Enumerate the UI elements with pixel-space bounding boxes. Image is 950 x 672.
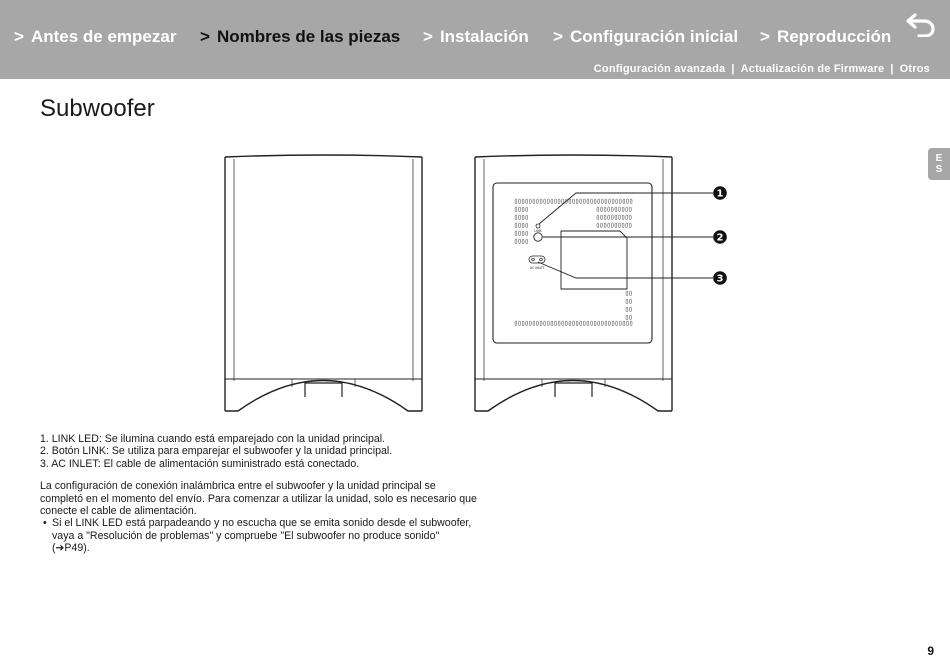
vent-slot	[519, 215, 521, 220]
vent-slot	[608, 207, 610, 212]
vent-slot	[515, 207, 517, 212]
vent-slot	[623, 321, 625, 326]
vent-slot	[537, 199, 539, 204]
vent-slot	[619, 199, 621, 204]
vent-slot	[562, 199, 564, 204]
vent-slot	[626, 223, 628, 228]
vent-slot	[622, 207, 624, 212]
vent-slot	[519, 239, 521, 244]
vent-slot	[619, 207, 621, 212]
vent-slot	[558, 199, 560, 204]
troubleshooting-bullet	[40, 517, 480, 554]
vent-slot	[627, 199, 629, 204]
body-text	[40, 433, 480, 555]
vent-slot	[626, 307, 628, 312]
page-reference-link[interactable]: P49	[64, 542, 84, 555]
vent-slot	[629, 215, 631, 220]
vent-slot	[522, 199, 524, 204]
ref-close: ).	[83, 542, 90, 555]
vent-slot	[526, 231, 528, 236]
vent-slot	[605, 321, 607, 326]
vent-slot	[608, 223, 610, 228]
vent-slot	[544, 321, 546, 326]
vent-slot	[622, 215, 624, 220]
vent-slot	[526, 321, 528, 326]
vent-slot	[601, 321, 603, 326]
nav-label: Nombres de las piezas	[216, 27, 401, 46]
vent-slot	[630, 307, 632, 312]
bullet-text: Si el LINK LED está parpadeando y no escucha que se emita sonido desde el subwoofer, vaya a "Resolución de problemas" y compruebe "El subwoofer no produce sonido"	[52, 517, 472, 542]
vent-slot	[522, 207, 524, 212]
vent-slot	[583, 199, 585, 204]
vent-slot	[615, 215, 617, 220]
vent-slot	[573, 199, 575, 204]
bullet-mark: •	[43, 517, 47, 530]
link-panel-label: LINK	[534, 229, 542, 233]
vent-slot	[611, 223, 613, 228]
vent-slot	[573, 321, 575, 326]
vent-slot	[529, 199, 531, 204]
vent-slot	[601, 223, 603, 228]
vent-slot	[598, 199, 600, 204]
vent-slot	[630, 321, 632, 326]
vent-slot	[615, 223, 617, 228]
vent-slot	[551, 199, 553, 204]
back-arrow-icon[interactable]	[906, 11, 936, 37]
nav-arrow: >	[553, 27, 563, 46]
vent-slot	[547, 199, 549, 204]
vent-slot	[587, 199, 589, 204]
vent-slot	[626, 207, 628, 212]
vent-slot	[619, 215, 621, 220]
vent-slot	[522, 321, 524, 326]
vent-slot	[576, 199, 578, 204]
vent-slot	[519, 223, 521, 228]
vent-slot	[583, 321, 585, 326]
vent-slot	[630, 199, 632, 204]
vent-slot	[597, 207, 599, 212]
page-title: Subwoofer	[40, 95, 155, 122]
vent-slot	[565, 321, 567, 326]
vent-slot	[547, 321, 549, 326]
vent-slot	[537, 321, 539, 326]
vent-slot	[515, 321, 517, 326]
vent-slot	[609, 321, 611, 326]
page-number: 9	[927, 644, 934, 658]
callout-leaders	[538, 193, 713, 278]
vent-slot	[626, 315, 628, 320]
subnav-separator: |	[731, 63, 735, 75]
nav-arrow: >	[423, 27, 433, 46]
vent-slot	[533, 321, 535, 326]
vent-slot	[515, 215, 517, 220]
vent-slot	[515, 239, 517, 244]
vent-slot	[626, 291, 628, 296]
vent-slot	[519, 207, 521, 212]
vent-slot	[540, 321, 542, 326]
vent-slot	[597, 223, 599, 228]
vent-slot	[629, 223, 631, 228]
vent-slot	[604, 215, 606, 220]
connection-paragraph: La configuración de conexión inalámbrica entre el subwoofer y la unidad principal se completó en el momento del envío. Para comenzar a utilizar la unidad, solo es necesario que conecte el cable de alimentación.	[40, 480, 477, 518]
vent-slot	[526, 199, 528, 204]
vent-slot	[594, 199, 596, 204]
vent-slot	[580, 199, 582, 204]
vent-slot	[576, 321, 578, 326]
parts-list-item: 2. Botón LINK: Se utiliza para emparejar el subwoofer y la unidad principal.	[40, 445, 393, 458]
vent-slot	[611, 215, 613, 220]
vent-slot	[623, 199, 625, 204]
vent-slot	[519, 199, 521, 204]
vent-slot	[630, 291, 632, 296]
vent-slot	[515, 223, 517, 228]
vent-slot	[605, 199, 607, 204]
vent-slot	[619, 223, 621, 228]
nav-label: Antes de empezar	[30, 27, 177, 46]
subnav-separator: |	[890, 63, 894, 75]
vent-slot	[591, 199, 593, 204]
language-letter: S	[935, 164, 943, 175]
vent-slot	[526, 207, 528, 212]
vent-slot	[569, 321, 571, 326]
vent-slot	[622, 223, 624, 228]
vent-slot	[604, 207, 606, 212]
header-bar	[0, 0, 950, 79]
vent-slot	[612, 199, 614, 204]
nav-arrow: >	[14, 27, 24, 46]
vent-slot	[626, 215, 628, 220]
vent-slot	[533, 199, 535, 204]
vent-slot	[598, 321, 600, 326]
vent-slot	[555, 321, 557, 326]
vent-slot	[526, 239, 528, 244]
vent-slot	[594, 321, 596, 326]
vent-slot	[615, 207, 617, 212]
vent-slot	[580, 321, 582, 326]
ac-inlet-panel-label: AC INLET	[529, 266, 545, 270]
vent-slot	[522, 223, 524, 228]
nav-arrow: >	[200, 27, 210, 46]
vent-slot	[601, 199, 603, 204]
language-letter: E	[935, 153, 943, 164]
vent-slot	[601, 207, 603, 212]
ref-open: (	[52, 542, 56, 555]
parts-list-item: 3. AC INLET: El cable de alimentación suministrado está conectado.	[40, 457, 360, 470]
vent-slot	[591, 321, 593, 326]
vent-slot	[611, 207, 613, 212]
vent-slot	[604, 223, 606, 228]
vent-slot	[544, 199, 546, 204]
callout-number: 2	[716, 232, 724, 244]
vent-slot	[587, 321, 589, 326]
vent-slot	[522, 215, 524, 220]
parts-list-item: 1. LINK LED: Se ilumina cuando está emparejado con la unidad principal.	[40, 433, 386, 445]
nav-arrow: >	[760, 27, 770, 46]
rear-panel-vents	[515, 199, 632, 326]
vent-slot	[551, 321, 553, 326]
subnav-actualizacion-firmware[interactable]: Actualización de Firmware	[740, 63, 885, 75]
callout-1	[713, 186, 727, 200]
vent-slot	[522, 239, 524, 244]
vent-slot	[627, 321, 629, 326]
callout-number: 3	[716, 273, 724, 285]
vent-slot	[616, 199, 618, 204]
vent-slot	[609, 199, 611, 204]
nav-antes-de-empezar[interactable]	[14, 27, 176, 47]
nav-label: Configuración inicial	[569, 27, 739, 46]
vent-slot	[629, 207, 631, 212]
vent-slot	[619, 321, 621, 326]
nav-label: Instalación	[439, 27, 529, 46]
vent-slot	[529, 321, 531, 326]
vent-slot	[630, 315, 632, 320]
vent-slot	[515, 199, 517, 204]
subwoofer-figure	[220, 150, 740, 418]
vent-slot	[630, 299, 632, 304]
callout-3	[713, 271, 727, 285]
vent-slot	[540, 199, 542, 204]
nav-reproduccion[interactable]	[760, 27, 891, 47]
subnav-otros[interactable]: Otros	[899, 63, 930, 75]
vent-slot	[522, 231, 524, 236]
vent-slot	[612, 321, 614, 326]
vent-slot	[626, 299, 628, 304]
vent-slot	[519, 321, 521, 326]
vent-slot	[608, 215, 610, 220]
arrow-right-icon: ➔	[55, 542, 65, 555]
vent-slot	[558, 321, 560, 326]
vent-slot	[519, 231, 521, 236]
vent-slot	[555, 199, 557, 204]
vent-slot	[515, 231, 517, 236]
nav-instalacion[interactable]	[423, 27, 529, 47]
vent-slot	[601, 215, 603, 220]
vent-slot	[526, 215, 528, 220]
vent-slot	[616, 321, 618, 326]
language-tab	[928, 148, 950, 180]
nav-label: Reproducción	[776, 27, 892, 46]
vent-slot	[597, 215, 599, 220]
callout-number: 1	[716, 188, 724, 200]
subwoofer-front-view	[225, 155, 422, 411]
callout-2	[713, 230, 727, 244]
nav-configuracion-inicial[interactable]	[553, 27, 738, 47]
sub-nav	[594, 63, 930, 75]
vent-slot	[562, 321, 564, 326]
vent-slot	[569, 199, 571, 204]
vent-slot	[526, 223, 528, 228]
nav-nombres-de-las-piezas[interactable]	[200, 27, 400, 47]
subnav-configuracion-avanzada[interactable]: Configuración avanzada	[593, 63, 726, 75]
parts-list	[40, 433, 480, 470]
